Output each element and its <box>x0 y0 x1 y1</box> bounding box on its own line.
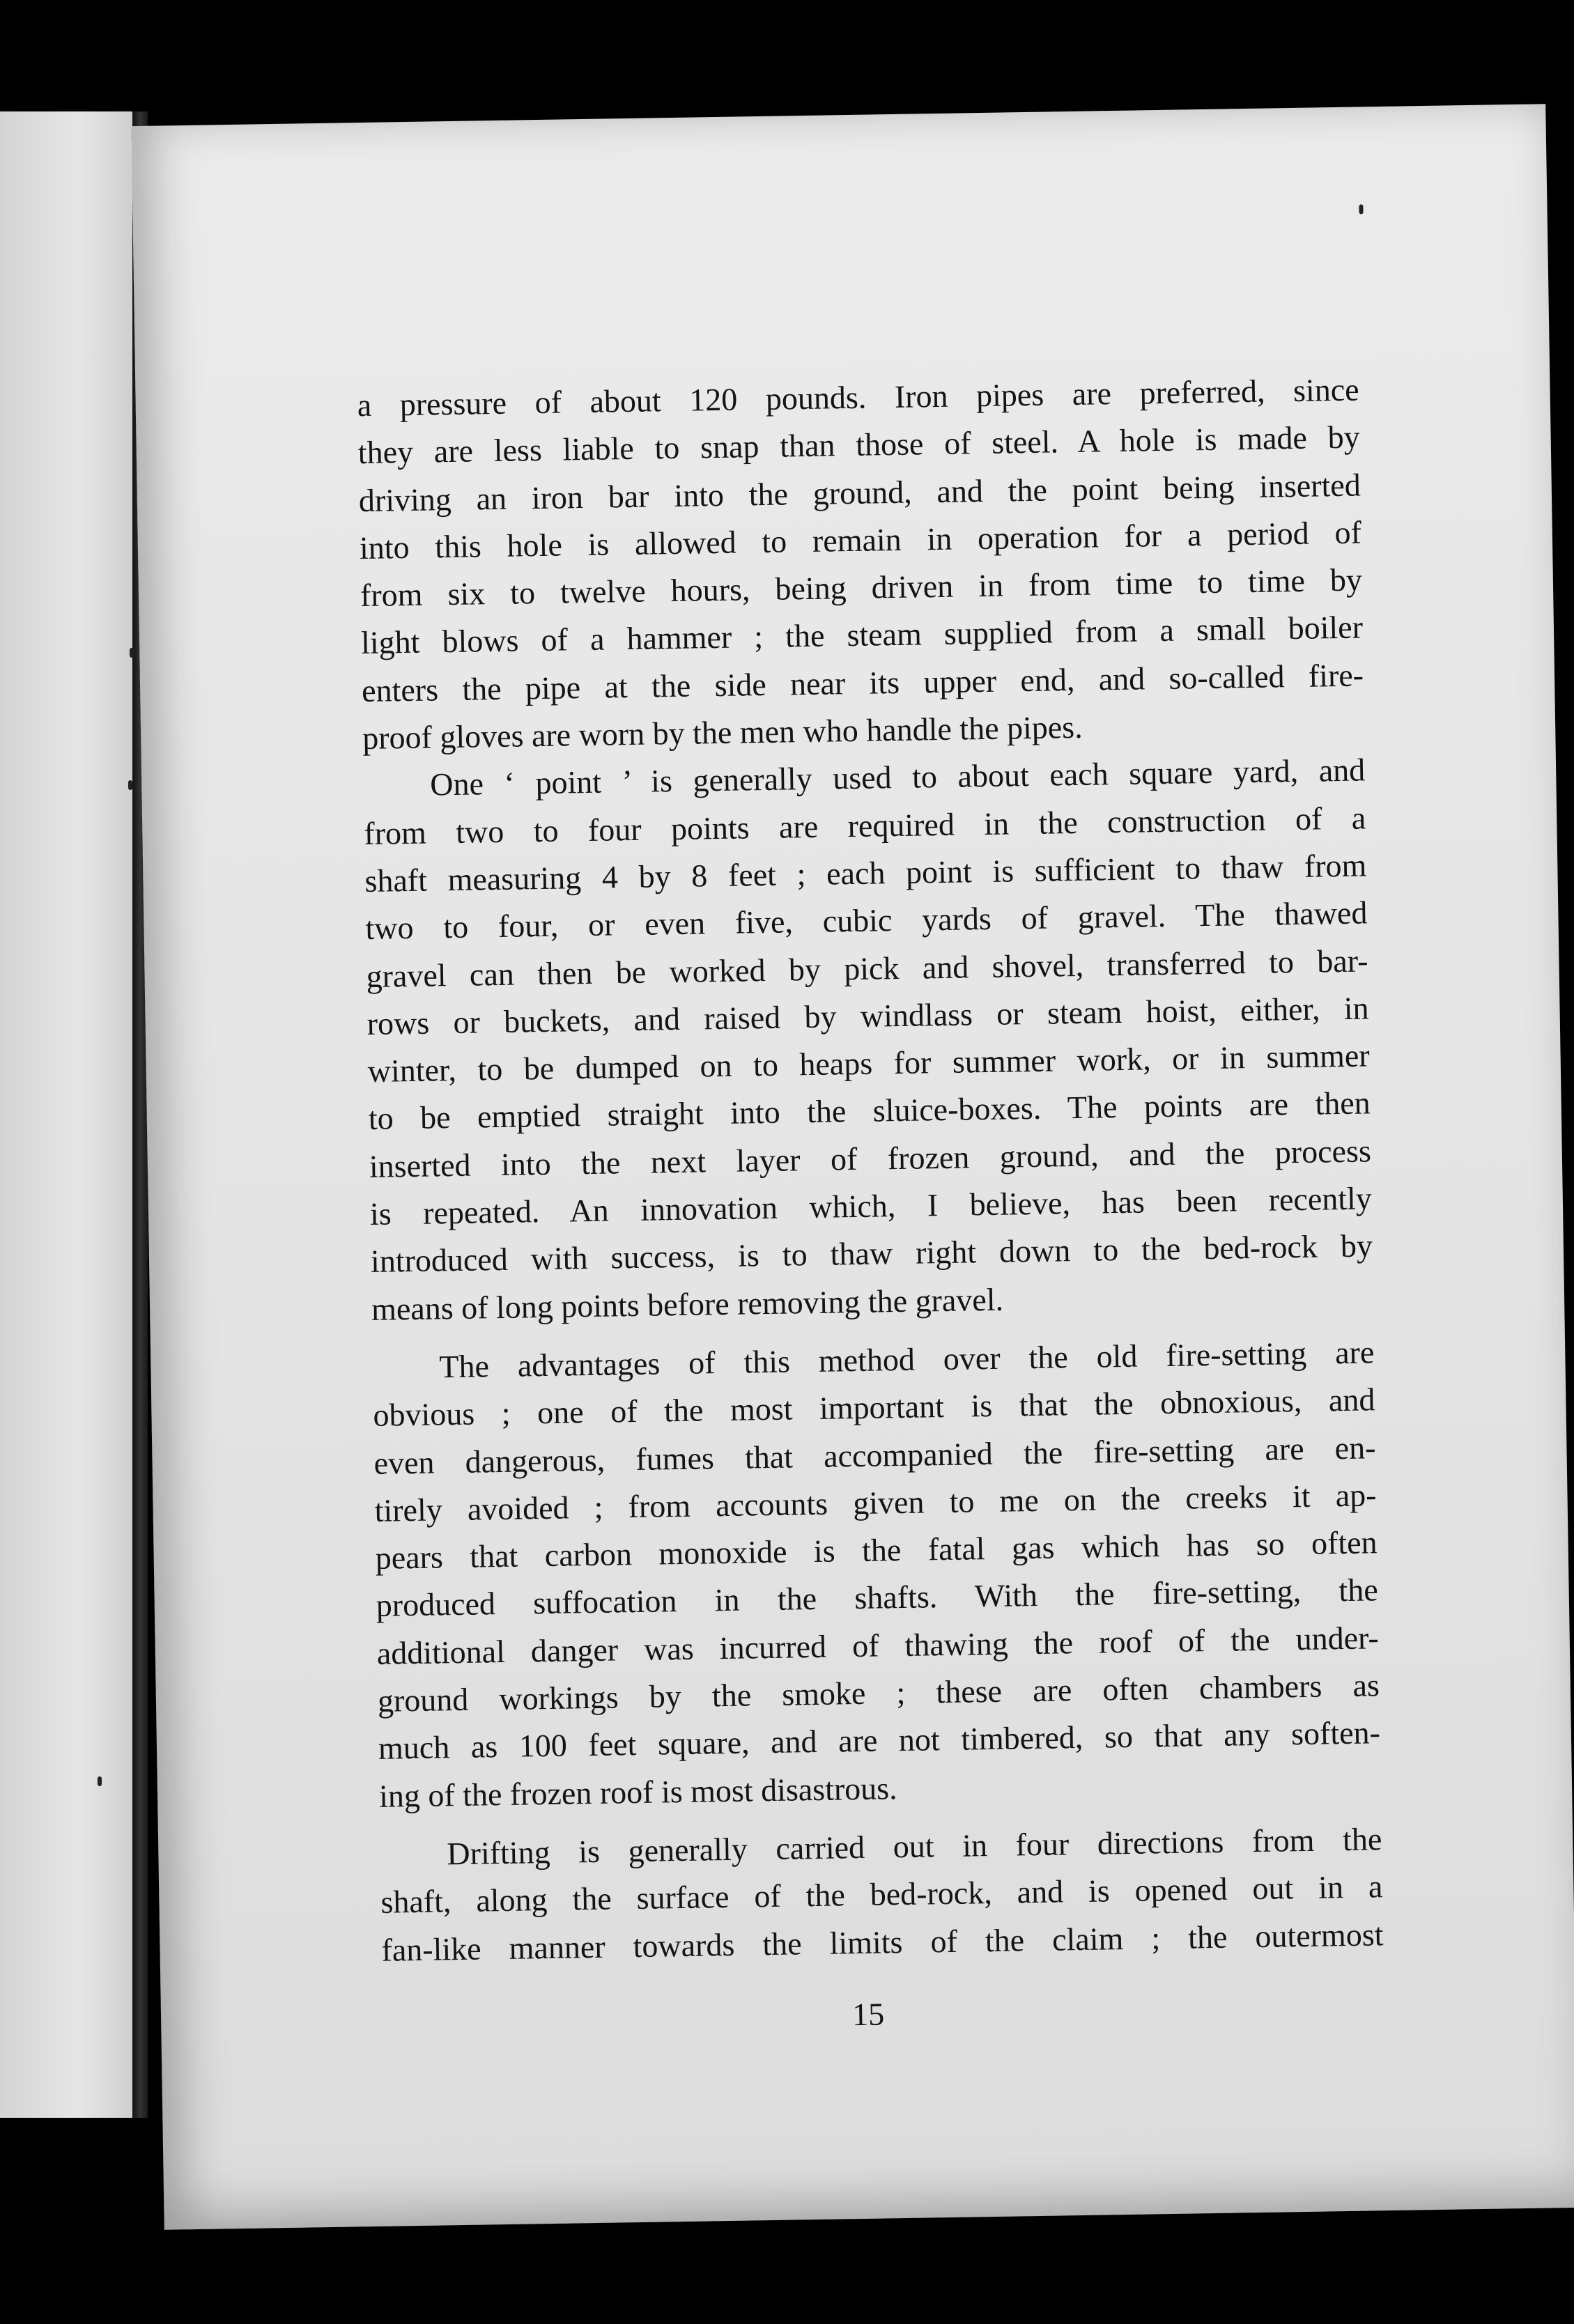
text-line: much as 100 feet square, and are not timbered, so that any soften- <box>378 1714 1381 1767</box>
text-line: ing of the frozen roof is most disastrous. <box>378 1769 897 1814</box>
facing-page-edge <box>0 111 132 2118</box>
text-line: shaft measuring 4 by 8 feet ; each point is sufficient to thaw from <box>364 847 1367 899</box>
text-line: a pressure of about 120 pounds. Iron pipes are preferred, since <box>357 371 1359 424</box>
text-line: gravel can then be worked by pick and shovel, transferred to bar- <box>366 942 1368 994</box>
paragraph-1 <box>357 366 1364 763</box>
text-line: means of long points before removing the gravel. <box>371 1281 1004 1327</box>
text-line: fan-like manner towards the limits of the claim ; the outermost <box>381 1916 1384 1968</box>
text-line: from two to four points are required in the construction of a <box>363 800 1366 851</box>
text-line: Drifting is generally carried out in four directions from the <box>447 1821 1382 1872</box>
text-line: The advantages of this method over the old fire-setting are <box>439 1334 1375 1385</box>
page-sheet <box>131 104 1574 2230</box>
text-line: One ‘ point ’ is generally used to about each square yard, and <box>429 752 1366 803</box>
text-line: rows or buckets, and raised by windlass or steam hoist, either, in <box>367 990 1369 1041</box>
text-line: additional danger was incurred of thawing the roof of the under- <box>376 1619 1380 1671</box>
text-line: winter, to be dumped on to heaps for summer work, or in summer <box>367 1037 1370 1090</box>
text-line: into this hole is allowed to remain in operation for a period of <box>359 514 1362 566</box>
text-line: proof gloves are worn by the men who handle the pipes. <box>362 708 1083 757</box>
text-line: shaft, along the surface of the bed-rock, and is opened out in a <box>380 1868 1383 1921</box>
body-text <box>357 366 1384 1974</box>
binding-mark <box>130 648 134 658</box>
paragraph-3 <box>372 1328 1382 1820</box>
text-line: even dangerous, fumes that accompanied the fire-setting are en- <box>373 1429 1376 1481</box>
text-line: pears that carbon monoxide is the fatal gas which has so often <box>375 1524 1378 1577</box>
binding-mark <box>98 1776 102 1786</box>
text-line: tirely avoided ; from accounts given to me on the creeks it ap- <box>374 1477 1377 1528</box>
text-line: introduced with success, is to thaw right down to the bed-rock by <box>370 1227 1373 1280</box>
text-line: is repeated. An innovation which, I believe, has been recently <box>369 1180 1373 1232</box>
text-line: enters the pipe at the side near its upper end, and so-called fire- <box>361 657 1364 708</box>
text-line: driving an iron bar into the ground, and the point being inserted <box>358 467 1361 518</box>
text-line: from six to twelve hours, being driven in from time to time by <box>360 561 1363 614</box>
text-line: light blows of a hammer ; the steam supplied from a small boiler <box>360 609 1364 661</box>
paragraph-4 <box>380 1815 1384 1974</box>
binding-mark <box>128 780 132 790</box>
text-line: inserted into the next layer of frozen ground, and the process <box>369 1133 1372 1184</box>
dust-speck <box>1359 204 1363 214</box>
page-number: 15 <box>851 1996 885 2033</box>
text-line: produced suffocation in the shafts. With the fire-setting, the <box>376 1572 1379 1624</box>
text-line: obvious ; one of the most important is that the obnoxious, and <box>373 1381 1375 1434</box>
text-line: they are less liable to snap than those of steel. A hole is made by <box>357 419 1361 471</box>
text-line: ground workings by the smoke ; these are often chambers as <box>377 1667 1380 1719</box>
text-line: to be emptied straight into the sluice-boxes. The points are then <box>368 1085 1371 1137</box>
paragraph-2 <box>363 747 1374 1333</box>
text-line: two to four, or even five, cubic yards of gravel. The thawed <box>365 894 1368 947</box>
